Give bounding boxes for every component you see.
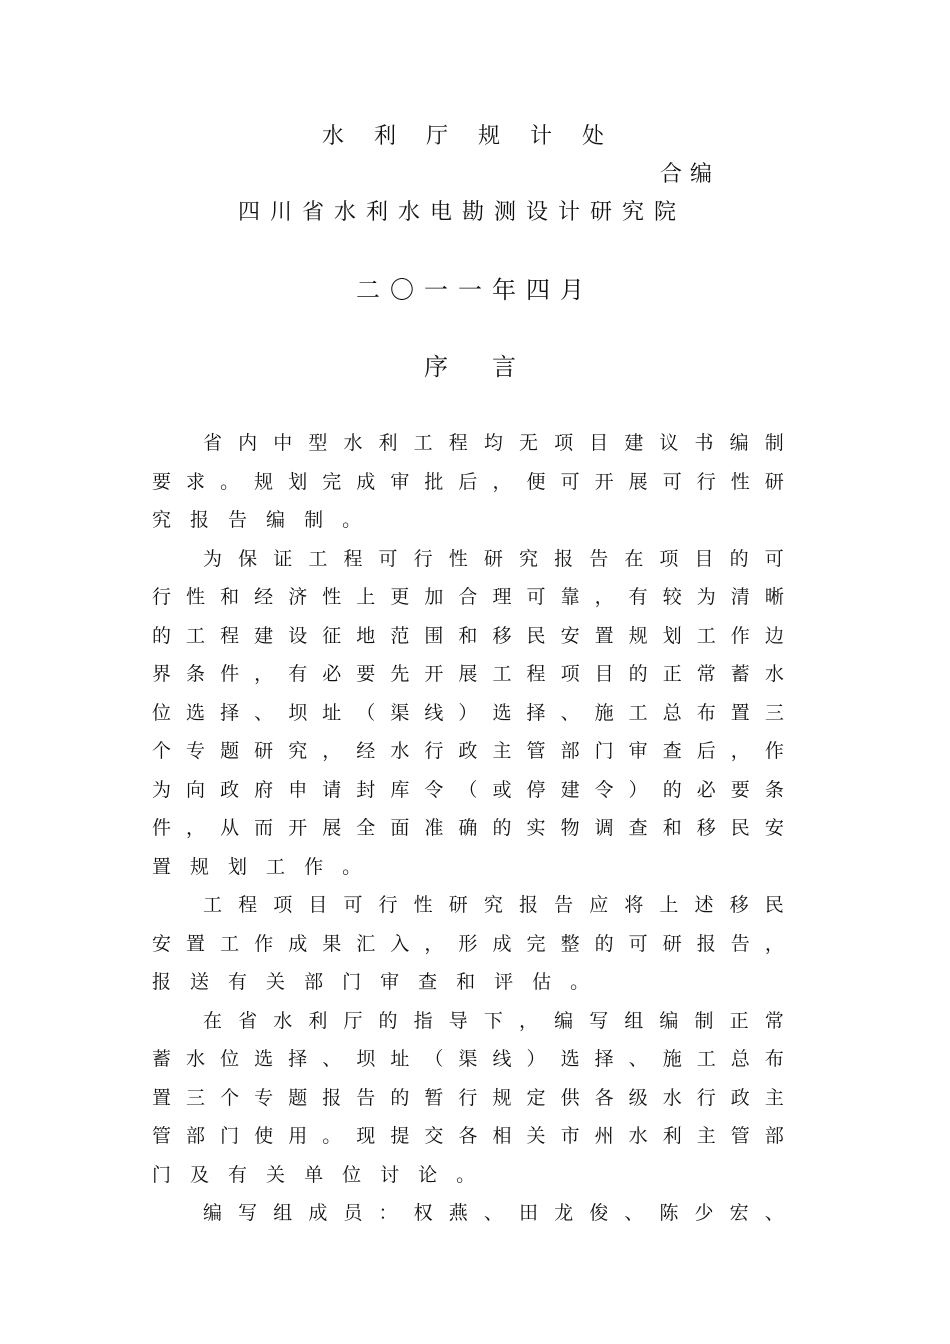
preface-line: 置 三 个 专 题 报 告 的 暂 行 规 定 供 各 级 水 行 政 主 xyxy=(152,1086,784,1109)
preface-line: 行 性 和 经 济 性 上 更 加 合 理 可 靠 ， 有 较 为 清 晰 xyxy=(152,586,784,608)
preface-line: 的 工 程 建 设 征 地 范 围 和 移 民 安 置 规 划 工 作 边 xyxy=(152,624,784,647)
preface-line: 究 报 告 编 制 。 xyxy=(152,509,362,531)
preface-line: 个 专 题 研 究 ， 经 水 行 政 主 管 部 门 审 查 后 ， 作 xyxy=(152,740,784,762)
preface-line: 位 选 择 、 坝 址 （ 渠 线 ） 选 择 、 施 工 总 布 置 三 xyxy=(152,701,784,724)
preface-line: 工 程 项 目 可 行 性 研 究 报 告 应 将 上 述 移 民 xyxy=(203,894,784,916)
preface-line: 置 规 划 工 作 。 xyxy=(152,855,362,878)
preface-line: 蓄 水 位 选 择 、 坝 址 （ 渠 线 ） 选 择 、 施 工 总 布 xyxy=(152,1048,784,1070)
preface-line: 报 送 有 关 部 门 审 查 和 评 估 。 xyxy=(152,971,590,993)
preface-line: 在 省 水 利 厅 的 指 导 下 ， 编 写 组 编 制 正 常 xyxy=(203,1009,784,1032)
preface-line: 为 向 政 府 申 请 封 库 令 （ 或 停 建 令 ） 的 必 要 条 xyxy=(152,778,784,801)
publication-date: 二〇一一年四月 xyxy=(356,276,594,304)
preface-line: 界 条 件 ， 有 必 要 先 开 展 工 程 项 目 的 正 常 蓄 水 xyxy=(152,663,784,685)
joint-compilation-label: 合编 xyxy=(660,162,721,187)
preface-line: 为 保 证 工 程 可 行 性 研 究 报 告 在 项 目 的 可 xyxy=(203,547,784,570)
preface-line: 门 及 有 关 单 位 讨 论 。 xyxy=(152,1163,476,1186)
preface-heading: 序言 xyxy=(424,353,560,381)
preface-line: 件 ， 从 而 开 展 全 面 准 确 的 实 物 调 查 和 移 民 安 xyxy=(152,817,784,839)
organization-name-2: 四川省水利水电勘测设计研究院 xyxy=(238,200,687,225)
preface-line: 安 置 工 作 成 果 汇 入 ， 形 成 完 整 的 可 研 报 告 ， xyxy=(152,932,784,955)
preface-line: 管 部 门 使 用 。 现 提 交 各 相 关 市 州 水 利 主 管 部 xyxy=(152,1125,784,1147)
preface-line: 要 求 。 规 划 完 成 审 批 后 ， 便 可 开 展 可 行 性 研 xyxy=(152,470,784,493)
preface-line: 省 内 中 型 水 利 工 程 均 无 项 目 建 议 书 编 制 xyxy=(203,432,784,454)
organization-name-1: 水利厅规计处 xyxy=(322,124,635,149)
preface-line: 编 写 组 成 员 ： 权 燕 、 田 龙 俊 、 陈 少 宏 、 xyxy=(203,1202,784,1224)
